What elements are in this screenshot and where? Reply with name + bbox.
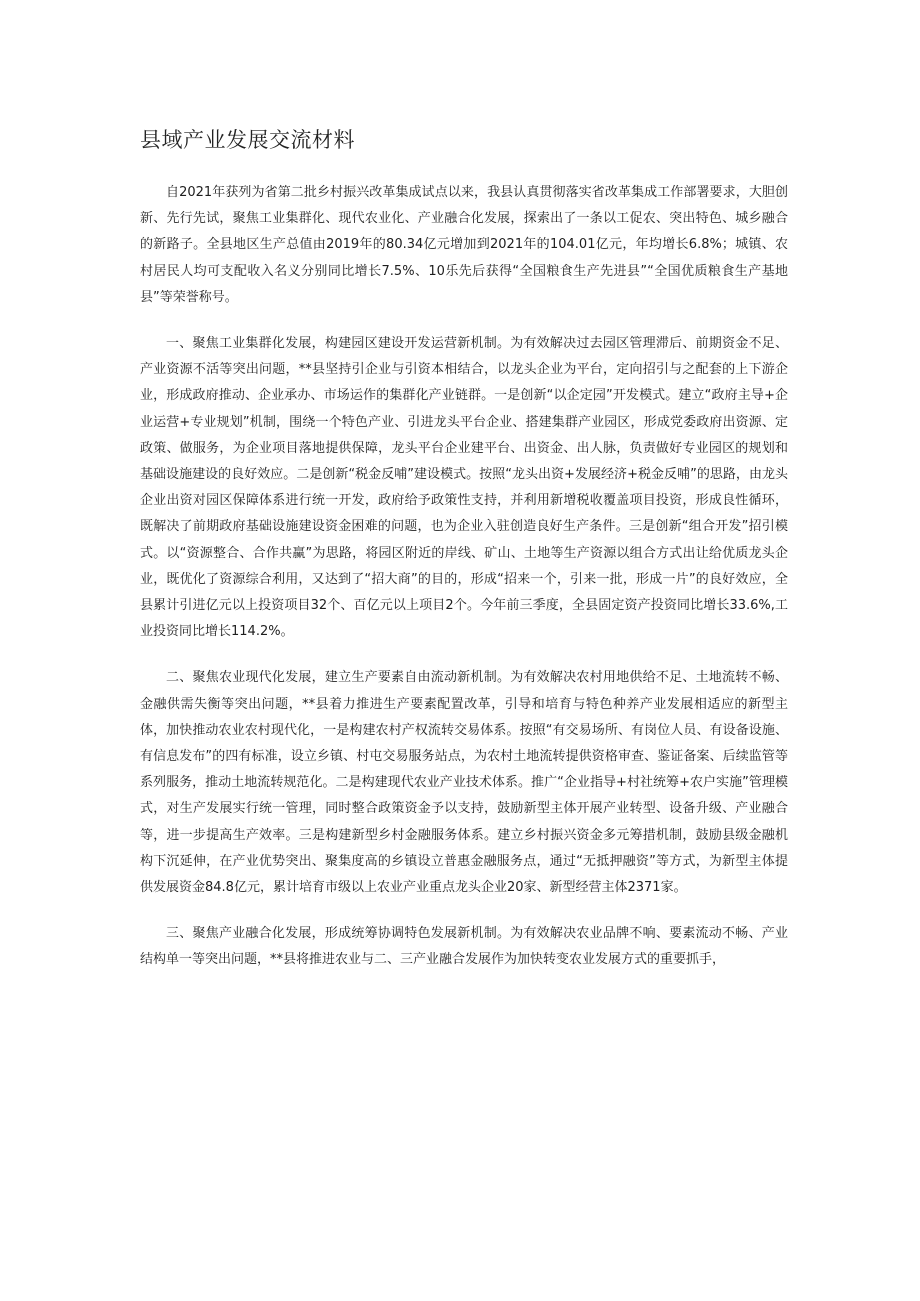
paragraph-industry: 一、聚焦工业集群化发展，构建园区建设开发运营新机制。为有效解决过去园区管理滞后、前期资金不足、产业资源不活等突出问题，**县坚持引企业与引资本相结合，以龙头企业为平台，定向招引与之配套的上下游企业，形成政府推动、企业承办、市场运作的集群化产业链群。一是创新“以企定园”开发模式。建立“政府主导+企业运营+专业规划”机制，围绕一个特色产业、引进龙头平台企业、搭建集群产业园区，形成党委政府出资源、定政策、做服务，为企业项目落地提供保障，龙头平台企业建平台、出资金、出人脉，负责做好专业园区的规划和基础设施建设的良好效应。二是创新“税金反哺”建设模式。按照“龙头出资+发展经济+税金反哺”的思路，由龙头企业出资对园区保障体系进行统一开发，政府给予政策性支持，并利用新增税收覆盖项目投资，形成良性循环，既解决了前期政府基础设施建设资金困难的问题，也为企业入驻创造良好生产条件。三是创新“组合开发”招引模式。以“资源整合、合作共赢”为思路，将园区附近的岸线、矿山、土地等生产资源以组合方式出让给优质龙头企业，既优化了资源综合利用，又达到了“招大商”的目的，形成“招来一个，引来一批，形成一片”的良好效应，全县累计引进亿元以上投资项目32个、百亿元以上项目2个。今年前三季度，全县固定资产投资同比增长33.6%,工业投资同比增长114.2%。 (140, 336, 788, 640)
paragraph-intro: 自2021年获列为省第二批乡村振兴改革集成试点以来，我县认真贯彻落实省改革集成工作部署要求，大胆创新、先行先试，聚焦工业集群化、现代农业化、产业融合化发展，探索出了一条以工促农、突出特色、城乡融合的新路子。全县地区生产总值由2019年的80.34亿元增加到2021年的104.01亿元，年均增长6.8%；城镇、农村居民人均可支配收入名义分别同比增长7.5%、10乐先后获得“全国粮食生产先进县”“全国优质粮食生产基地县”等荣誉称号。 (140, 185, 788, 305)
document-body (140, 180, 788, 994)
document-title: 县域产业发展交流材料 (140, 128, 355, 152)
paragraph-agriculture: 二、聚焦农业现代化发展，建立生产要素自由流动新机制。为有效解决农村用地供给不足、土地流转不畅、金融供需失衡等突出问题，**县着力推进生产要素配置改革，引导和培育与特色种养产业发展相适应的新型主体，加快推动农业农村现代化，一是构建农村产权流转交易体系。按照“有交易场所、有岗位人员、有设备设施、有信息发布”的四有标准，设立乡镇、村屯交易服务站点，为农村土地流转提供资格审查、鉴证备案、后续监管等系列服务，推动土地流转规范化。二是构建现代农业产业技术体系。推广“企业指导+村社统筹+农户实施”管理模式，对生产发展实行统一管理，同时整合政策资金予以支持，鼓励新型主体开展产业转型、设备升级、产业融合等，进一步提高生产效率。三是构建新型乡村金融服务体系。建立乡村振兴资金多元筹措机制，鼓励县级金融机构下沉延伸，在产业优势突出、聚集度高的乡镇设立普惠金融服务点，通过“无抵押融资”等方式，为新型主体提供发展资金84.8亿元，累计培育市级以上农业产业重点龙头企业20家、新型经营主体2371家。 (140, 670, 788, 896)
paragraph-integration: 三、聚焦产业融合化发展，形成统筹协调特色发展新机制。为有效解决农业品牌不响、要素流动不畅、产业结构单一等突出问题，**县将推进农业与二、三产业融合发展作为加快转变农业发展方式的重要抓手， (140, 926, 788, 968)
